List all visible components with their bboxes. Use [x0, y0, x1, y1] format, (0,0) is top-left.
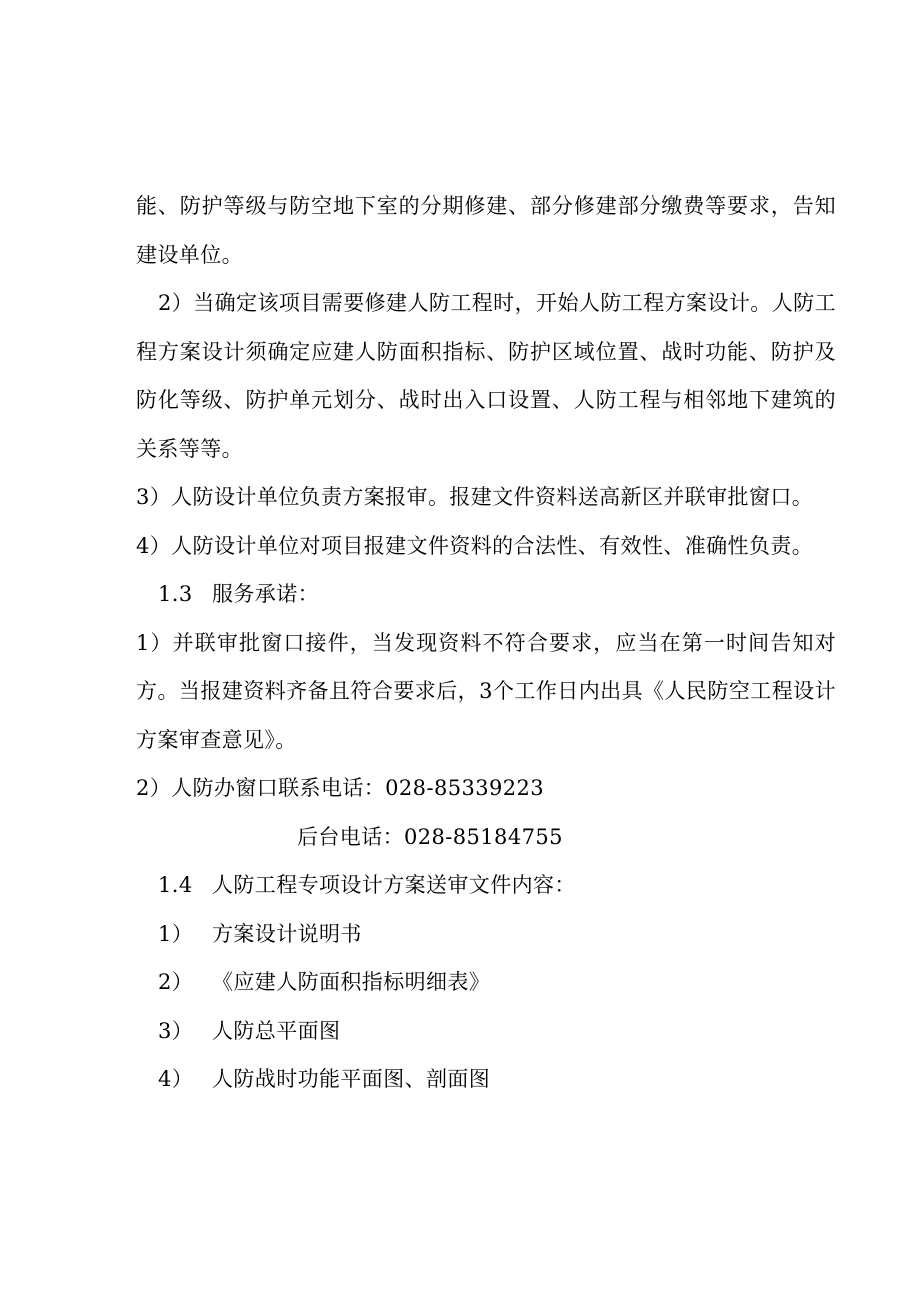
paragraph-continuation: 能、防护等级与防空地下室的分期修建、部分修建部分缴费等要求，告知建设单位。 [136, 194, 836, 267]
document-body [136, 182, 836, 1104]
paragraph-item-3: 3）人防设计单位负责方案报审。报建文件资料送高新区并联审批窗口。 [136, 485, 814, 509]
list-item-number: 4） [158, 1067, 194, 1091]
section-number: 1.4 [158, 873, 193, 897]
paragraph-item-2: 2）当确定该项目需要修建人防工程时，开始人防工程方案设计。人防工程方案设计须确定应建人防面积指标、防护区域位置、战时功能、防护及防化等级、防护单元划分、战时出入口设置、人防工程与相邻地下建筑的关系等等。 [136, 291, 836, 461]
list-item-text: 《应建人防面积指标明细表》 [212, 970, 491, 994]
list-item-number: 2） [158, 970, 194, 994]
list-item [136, 1055, 836, 1104]
list-item [136, 910, 836, 959]
list-item-number: 3） [158, 1018, 194, 1043]
list-item-text: 方案设计说明书 [212, 921, 362, 946]
paragraph-phone-backend: 后台电话：028-85184755 [297, 824, 563, 849]
paragraph-item-4: 4）人防设计单位对项目报建文件资料的合法性、有效性、准确性负责。 [136, 533, 814, 558]
section-heading-1-3 [136, 570, 836, 619]
list-item-number: 1） [158, 921, 194, 946]
section-title: 服务承诺： [212, 582, 319, 606]
list-item-text: 人防战时功能平面图、剖面图 [212, 1067, 491, 1091]
list-item [136, 1007, 836, 1056]
section-title: 人防工程专项设计方案送审文件内容： [212, 873, 576, 897]
section-number: 1.3 [158, 582, 193, 606]
paragraph-phone-window: 2）人防办窗口联系电话：028-85339223 [136, 776, 545, 800]
section-heading-1-4 [136, 861, 836, 910]
list-item [136, 958, 836, 1007]
paragraph-service-1: 1）并联审批窗口接件，当发现资料不符合要求，应当在第一时间告知对方。当报建资料齐备且符合要求后，3个工作日内出具《人民防空工程设计方案审查意见》。 [136, 630, 836, 752]
list-item-text: 人防总平面图 [212, 1018, 341, 1043]
